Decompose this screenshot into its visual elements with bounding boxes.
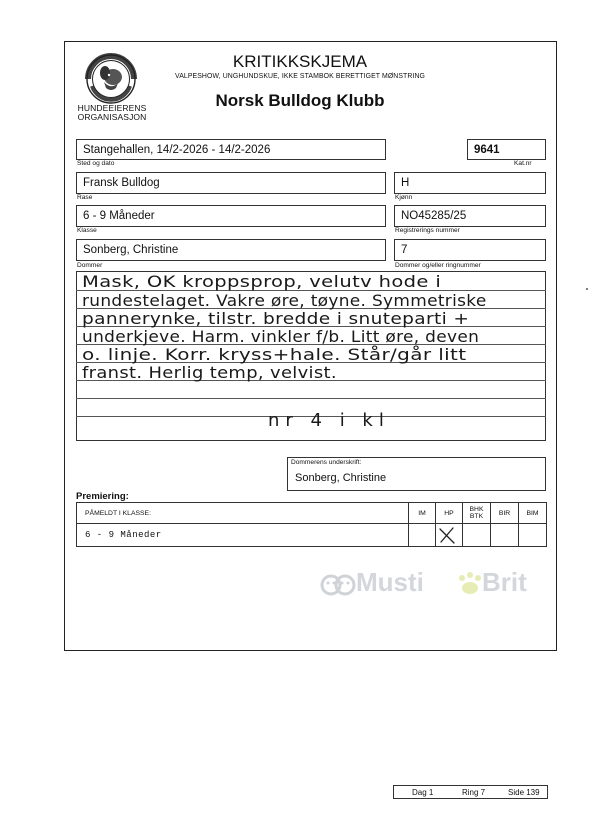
class-label: Klasse — [77, 227, 97, 234]
im-cell — [409, 524, 436, 547]
ring-field: 7 — [394, 239, 546, 261]
bhk-btk-cell — [463, 524, 491, 547]
critique-line: rundestelaget. Vakre øre, tøyne. Symmetriske — [82, 291, 487, 310]
catalog-number-field: 9641 — [467, 139, 546, 160]
breed-field: Fransk Bulldog — [76, 172, 386, 194]
critique-rule — [76, 398, 546, 399]
bim-cell — [519, 524, 547, 547]
signature-label: Dommerens underskrift: — [291, 459, 362, 466]
form-subtitle: VALPESHOW, UNGHUNDSKUE, IKKE STAMBOK BERETTIGET MØNSTRING — [175, 73, 425, 80]
ring-label: Dommer og/eller ringnummer — [395, 262, 481, 269]
table-row — [77, 524, 547, 547]
bim-header: BIM — [519, 503, 547, 524]
org-label-line1: HUNDEEIERENS — [77, 103, 147, 113]
hp-checkmark-icon — [436, 524, 458, 546]
scan-speck — [586, 288, 588, 290]
class-header: PÅMELDT I KLASSE: — [77, 503, 409, 524]
footer-bar — [393, 785, 548, 799]
form-title: KRITIKKSKJEMA — [232, 52, 368, 71]
bhk-label: BHK — [469, 506, 484, 513]
breed-label: Rase — [77, 194, 93, 201]
registration-field: NO45285/25 — [394, 205, 546, 227]
bir-cell — [491, 524, 519, 547]
org-label-line2: ORGANISASJON — [77, 112, 147, 122]
club-name: Norsk Bulldog Klubb — [215, 91, 385, 110]
sponsor-musti: Musti — [356, 567, 424, 597]
venue-date-label: Sted og dato — [77, 160, 115, 167]
judge-field: Sonberg, Christine — [76, 239, 386, 261]
im-header: IM — [409, 503, 436, 524]
brit-paw-icon — [455, 571, 485, 597]
org-label — [74, 104, 150, 122]
catalog-number-label: Kat.nr — [514, 160, 532, 167]
judge-label: Dommer — [77, 262, 103, 269]
critique-line: o. linje. Korr. kryss+hale. Står/går litt — [82, 345, 467, 364]
sex-label: Kjønn — [395, 194, 413, 201]
registration-label: Registrerings nummer — [395, 227, 460, 234]
footer-ring: Ring 7 — [462, 788, 486, 797]
footer-page: Side 139 — [508, 788, 540, 797]
premiering-title: Premiering: — [76, 491, 129, 502]
critique-line: underkjeve. Harm. vinkler f/b. Litt øre, deven — [82, 327, 480, 346]
footer-day: Dag 1 — [412, 788, 434, 797]
table-row — [77, 503, 547, 524]
hp-header: HP — [436, 503, 463, 524]
btk-label: BTK — [469, 513, 484, 520]
premiering-table — [76, 502, 547, 547]
sex-field: H — [394, 172, 546, 194]
bir-header: BIR — [491, 503, 519, 524]
sponsor-brit: Brit — [482, 567, 527, 597]
placement-note: nr 4 i kl — [268, 410, 390, 431]
signature-value: Sonberg, Christine — [295, 472, 387, 484]
class-value: 6 - 9 Måneder — [77, 524, 409, 547]
bhk-btk-header — [463, 503, 491, 524]
critique-line: franst. Herlig temp, velvist. — [82, 363, 337, 382]
musti-paw-icon — [320, 570, 356, 598]
venue-date-field: Stangehallen, 14/2-2026 - 14/2-2026 — [76, 139, 386, 160]
critique-line: Mask, OK kroppsprop, velutv hode i — [82, 272, 442, 291]
critique-line: pannerynke, tilstr. bredde i snuteparti + — [82, 309, 470, 328]
class-field: 6 - 9 Måneder — [76, 205, 386, 227]
